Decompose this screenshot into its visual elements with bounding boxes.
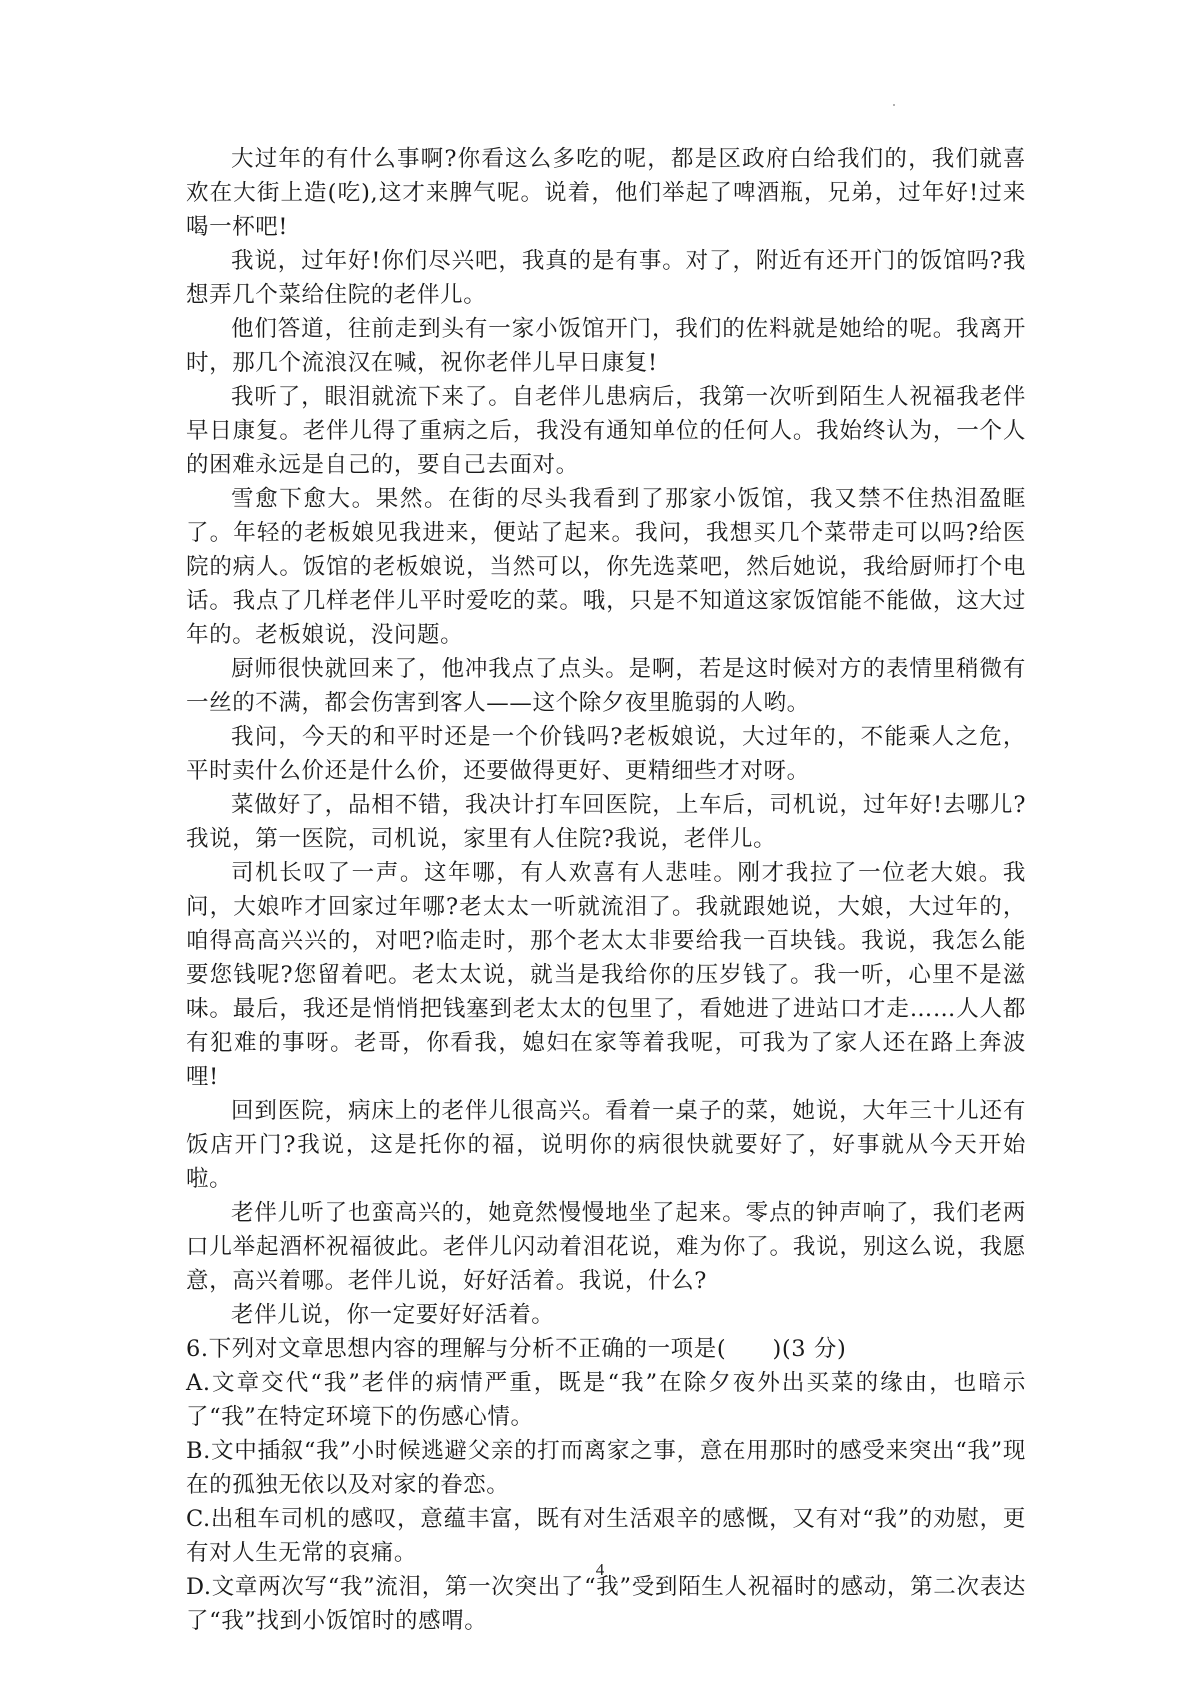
question-option-d: D.文章两次写“我”流泪，第一次突出了“我”受到陌生人祝福时的感动，第二次表达了“我”找到小饭馆时的感喟。 xyxy=(186,1574,1026,1634)
question-option-b: B.文中插叙“我”小时候逃避父亲的打而离家之事，意在用那时的感受来突出“我”现在的孤独无依以及对家的眷恋。 xyxy=(186,1438,1026,1498)
passage-paragraph: 菜做好了，品相不错，我决计打车回医院，上车后，司机说，过年好!去哪儿?我说，第一医院，司机说，家里有人住院?我说，老伴儿。 xyxy=(186,792,1026,852)
scan-speck xyxy=(893,104,895,106)
passage-paragraph: 厨师很快就回来了，他冲我点了点头。是啊，若是这时候对方的表情里稍微有一丝的不满，都会伤害到客人——这个除夕夜里脆弱的人哟。 xyxy=(186,656,1026,716)
passage-paragraph: 回到医院，病床上的老伴儿很高兴。看着一桌子的菜，她说，大年三十儿还有饭店开门?我说，这是托你的福，说明你的病很快就要好了，好事就从今天开始啦。 xyxy=(186,1098,1026,1192)
passage-paragraph: 司机长叹了一声。这年哪，有人欢喜有人悲哇。刚才我拉了一位老大娘。我问，大娘咋才回家过年哪?老太太一听就流泪了。我就跟她说，大娘，大过年的，咱得高高兴兴的，对吧?临走时，那个老太太非要给我一百块钱。我说，我怎么能要您钱呢?您留着吧。老太太说，就当是我给你的压岁钱了。我一听，心里不是滋味。最后，我还是悄悄把钱塞到老太太的包里了，看她进了进站口才走……人人都有犯难的事呀。老哥，你看我，媳妇在家等着我呢，可我为了家人还在路上奔波哩! xyxy=(186,860,1026,1090)
passage-paragraph: 我说，过年好!你们尽兴吧，我真的是有事。对了，附近有还开门的饭馆吗?我想弄几个菜给住院的老伴儿。 xyxy=(186,248,1026,308)
question-6 xyxy=(186,1332,1026,1638)
question-option-c: C.出租车司机的感叹，意蕴丰富，既有对生活艰辛的感慨，又有对“我”的劝慰，更有对人生无常的哀痛。 xyxy=(186,1506,1026,1566)
passage-paragraph: 雪愈下愈大。果然。在街的尽头我看到了那家小饭馆，我又禁不住热泪盈眶了。年轻的老板娘见我进来，便站了起来。我问，我想买几个菜带走可以吗?给医院的病人。饭馆的老板娘说，当然可以，你先选菜吧，然后她说，我给厨师打个电话。我点了几样老伴儿平时爱吃的菜。哦，只是不知道这家饭馆能不能做，这大过年的。老板娘说，没问题。 xyxy=(186,486,1026,648)
page-number: 4 xyxy=(595,1560,605,1579)
passage-paragraph: 大过年的有什么事啊?你看这么多吃的呢，都是区政府白给我们的，我们就喜欢在大街上造(吃),这才来脾气呢。说着，他们举起了啤酒瓶，兄弟，过年好!过来喝一杯吧! xyxy=(186,146,1026,240)
document-body xyxy=(186,142,1026,1638)
passage xyxy=(186,142,1026,1332)
passage-paragraph: 我问，今天的和平时还是一个价钱吗?老板娘说，大过年的，不能乘人之危，平时卖什么价还是什么价，还要做得更好、更精细些才对呀。 xyxy=(186,724,1026,784)
passage-paragraph: 我听了，眼泪就流下来了。自老伴儿患病后，我第一次听到陌生人祝福我老伴早日康复。老伴儿得了重病之后，我没有通知单位的任何人。我始终认为，一个人的困难永远是自己的，要自己去面对。 xyxy=(186,384,1026,478)
passage-paragraph: 他们答道，往前走到头有一家小饭馆开门，我们的佐料就是她给的呢。我离开时，那几个流浪汉在喊，祝你老伴儿早日康复! xyxy=(186,316,1026,376)
question-option-a: A.文章交代“我”老伴的病情严重，既是“我”在除夕夜外出买菜的缘由，也暗示了“我”在特定环境下的伤感心情。 xyxy=(186,1370,1026,1430)
question-stem: 6.下列对文章思想内容的理解与分析不正确的一项是( )(3 分) xyxy=(186,1336,847,1362)
passage-paragraph: 老伴儿听了也蛮高兴的，她竟然慢慢地坐了起来。零点的钟声响了，我们老两口儿举起酒杯祝福彼此。老伴儿闪动着泪花说，难为你了。我说，别这么说，我愿意，高兴着哪。老伴儿说，好好活着。我说，什么? xyxy=(186,1200,1026,1294)
passage-paragraph: 老伴儿说，你一定要好好活着。 xyxy=(231,1302,555,1328)
